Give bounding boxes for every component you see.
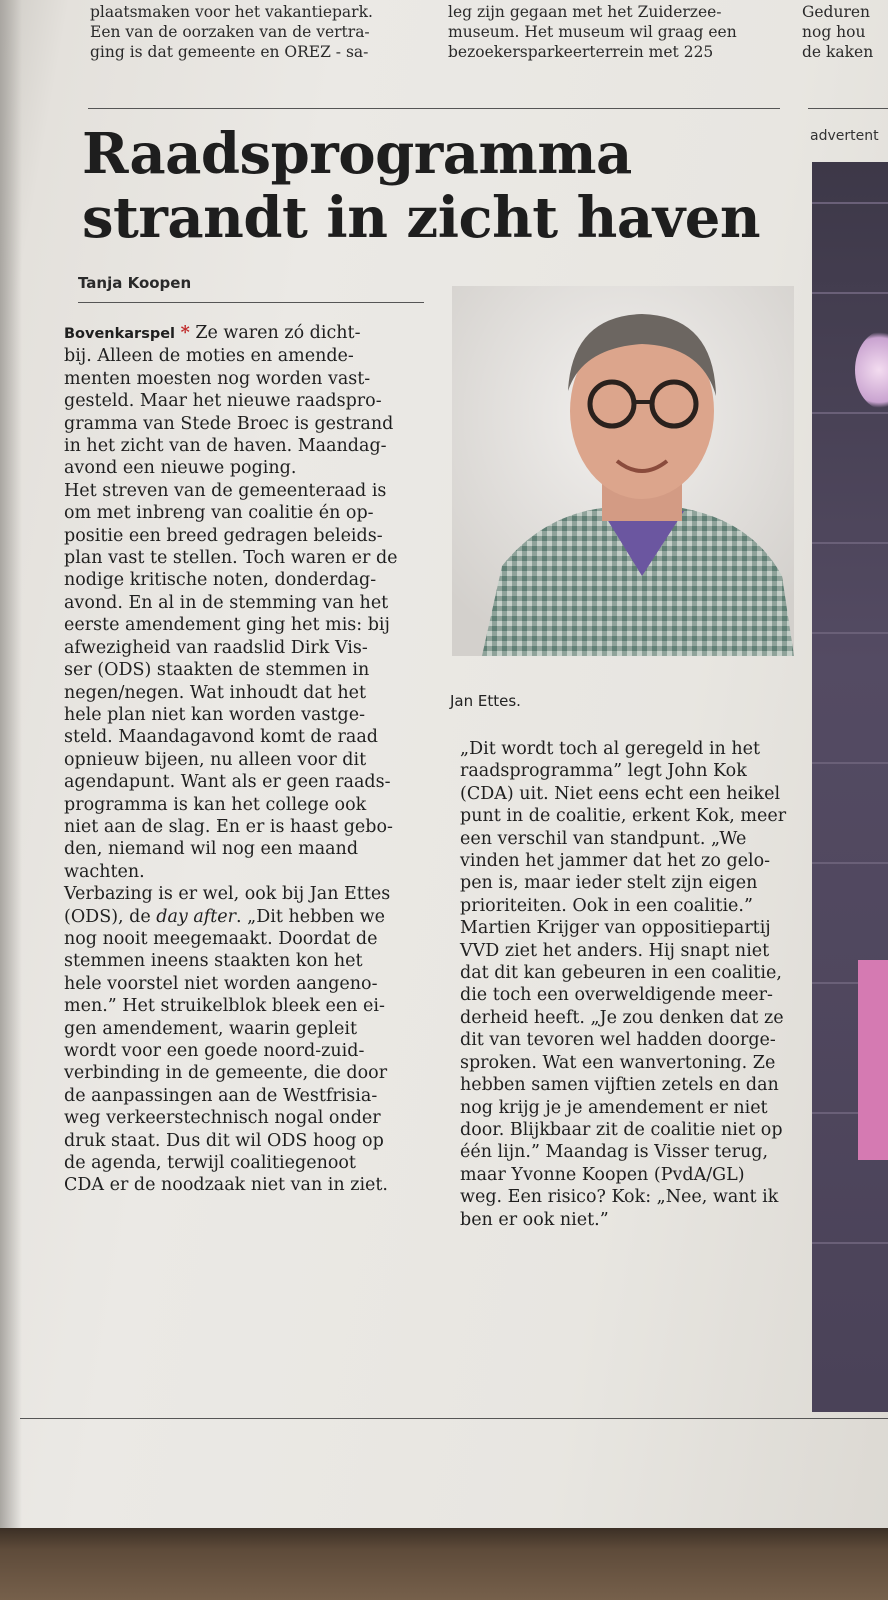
article-line: nog nooit meegemaakt. Doordat de <box>64 928 378 949</box>
article-line: afwezigheid van raadslid Dirk Vis- <box>64 637 368 658</box>
table-surface <box>0 1528 888 1600</box>
article-line: een verschil van standpunt. „We <box>460 828 747 849</box>
article-line: prioriteiten. Ook in een coalitie.” <box>460 895 753 916</box>
article-line: opnieuw bijeen, nu alleen voor dit <box>64 749 367 770</box>
headline-line: strandt in zicht haven <box>82 185 761 251</box>
article-line: nog krijg je je amendement er niet <box>460 1097 768 1118</box>
article-line: negen/negen. Wat inhoudt dat het <box>64 682 367 703</box>
article-line: de agenda, terwijl coalitiegenoot <box>64 1153 356 1174</box>
previous-article-line: museum. Het museum wil graag een <box>448 23 737 41</box>
article-text: . „Dit hebben we <box>236 906 386 927</box>
previous-article-line: plaatsmaken voor het vakantiepark. <box>90 3 373 21</box>
article-line: (CDA) uit. Niet eens echt een heikel <box>460 783 781 804</box>
article-line: avond. En al in de stemming van het <box>64 592 389 613</box>
previous-article-line: Een van de oorzaken van de vertra- <box>90 23 370 41</box>
emphasis-day-after: day after <box>156 906 237 927</box>
article-line: wordt voor een goede noord-zuid- <box>64 1041 365 1061</box>
headline-line: Raadsprogramma <box>82 121 632 187</box>
article-line: avond een nieuwe poging. <box>64 458 297 479</box>
previous-article-column-1 <box>90 2 373 62</box>
article-line: pen is, maar ieder stelt zijn eigen <box>460 873 758 894</box>
article-line: Het streven van de gemeenteraad is <box>64 480 387 501</box>
article-line: „Dit wordt toch al geregeld in het <box>460 739 761 759</box>
article-line: stemmen ineens staakten kon het <box>64 951 363 972</box>
article-line: hele voorstel niet worden aangeno- <box>64 973 378 994</box>
previous-article-line: Geduren <box>802 3 871 21</box>
article-line: punt in de coalitie, erkent Kok, meer <box>460 806 787 827</box>
article-line: agendapunt. Want als er geen raads- <box>64 772 391 793</box>
article-line: raadsprogramma” legt John Kok <box>460 761 747 782</box>
article-line: sproken. Wat een wanvertoning. Ze <box>460 1052 776 1073</box>
article-line: gen amendement, waarin gepleit <box>64 1018 357 1039</box>
article-line: den, niemand wil nog een maand <box>64 839 359 860</box>
article-line: de aanpassingen aan de Westfrisia- <box>64 1085 378 1106</box>
article-line <box>64 906 398 928</box>
previous-article-line: leg zijn gegaan met het Zuiderzee- <box>448 3 722 21</box>
byline-rule <box>78 302 424 303</box>
article-line: hebben samen vijftien zetels en dan <box>460 1075 779 1096</box>
photo-caption: Jan Ettes. <box>450 692 521 710</box>
article-line: derheid heeft. „Je zou denken dat ze <box>460 1007 784 1028</box>
previous-article-line: nog hou <box>802 23 866 41</box>
article-line: programma is kan het college ook <box>64 794 367 815</box>
article-line: niet aan de slag. En er is haast gebo- <box>64 816 393 837</box>
article-text: Ze waren zó dicht- <box>189 323 361 343</box>
article-line: nodige kritische noten, donderdag- <box>64 570 377 591</box>
article-line: druk staat. Dus dit wil ODS hoog op <box>64 1130 384 1151</box>
article-line: vinden het jammer dat het zo gelo- <box>460 851 771 872</box>
page-fold-shadow <box>0 0 22 1540</box>
article-line: wachten. <box>64 861 145 882</box>
article-line: dit van tevoren wel hadden doorge- <box>460 1030 776 1051</box>
previous-article-line: ging is dat gemeente en OREZ - sa- <box>90 43 369 61</box>
advertisement-label: advertent <box>810 128 879 144</box>
article-line: CDA er de noodzaak niet van in ziet. <box>64 1175 388 1196</box>
article-line: positie een breed gedragen beleids- <box>64 525 383 546</box>
advertisement-accent <box>858 960 888 1160</box>
article-line: hele plan niet kan worden vastge- <box>64 704 365 725</box>
article-line: die toch een overweldigende meer- <box>460 985 773 1006</box>
article-line: maar Yvonne Koopen (PvdA/GL) <box>460 1164 745 1185</box>
portrait-illustration <box>452 286 794 656</box>
article-line: VVD ziet het anders. Hij snapt niet <box>460 940 770 961</box>
article-line: men.” Het struikelblok bleek een ei- <box>64 996 385 1017</box>
article-line: eerste amendement ging het mis: bij <box>64 615 390 636</box>
previous-article-line: bezoekersparkeerterrein met 225 <box>448 43 714 61</box>
article-line: plan vast te stellen. Toch waren er de <box>64 548 398 569</box>
article-line: verbinding in de gemeente, die door <box>64 1063 388 1084</box>
portrait-photo <box>452 286 794 656</box>
article-line: ben er ook niet.” <box>460 1209 609 1230</box>
article-line: Verbazing is er wel, ook bij Jan Ettes <box>64 884 391 905</box>
article-line: gesteld. Maar het nieuwe raadspro- <box>64 391 382 412</box>
article-line: om met inbreng van coalitie én op- <box>64 503 374 524</box>
article-line: menten moesten nog worden vast- <box>64 368 371 389</box>
article-headline <box>82 122 760 250</box>
section-divider <box>808 108 888 109</box>
previous-article-column-3 <box>802 2 873 62</box>
article-column-left <box>64 322 398 1197</box>
article-text: (ODS), de <box>64 906 157 927</box>
article-line <box>64 322 398 345</box>
dateline-asterisk-icon: * <box>180 323 190 343</box>
article-line: weg. Een risico? Kok: „Nee, want ik <box>460 1187 779 1208</box>
article-line: weg verkeerstechnisch nogal onder <box>64 1108 381 1129</box>
previous-article-column-2 <box>448 2 737 62</box>
article-line: Martien Krijger van oppositiepartij <box>460 918 771 939</box>
article-line: steld. Maandagavond komt de raad <box>64 727 378 748</box>
bottom-divider <box>20 1418 888 1419</box>
article-line: bij. Alleen de moties en amende- <box>64 346 354 367</box>
article-line: één lijn.” Maandag is Visser terug, <box>460 1142 769 1163</box>
article-line: in het zicht van de haven. Maandag- <box>64 436 387 457</box>
article-line: dat dit kan gebeuren in een coalitie, <box>460 963 782 984</box>
previous-article-line: de kaken <box>802 43 874 61</box>
section-divider <box>88 108 780 109</box>
article-line: gramma van Stede Broec is gestrand <box>64 413 394 434</box>
article-line: door. Blijkbaar zit de coalitie niet op <box>460 1119 783 1140</box>
dateline: Bovenkarspel <box>64 326 176 342</box>
author-byline: Tanja Koopen <box>78 274 192 292</box>
article-column-right <box>460 738 786 1231</box>
article-line: ser (ODS) staakten de stemmen in <box>64 660 370 681</box>
